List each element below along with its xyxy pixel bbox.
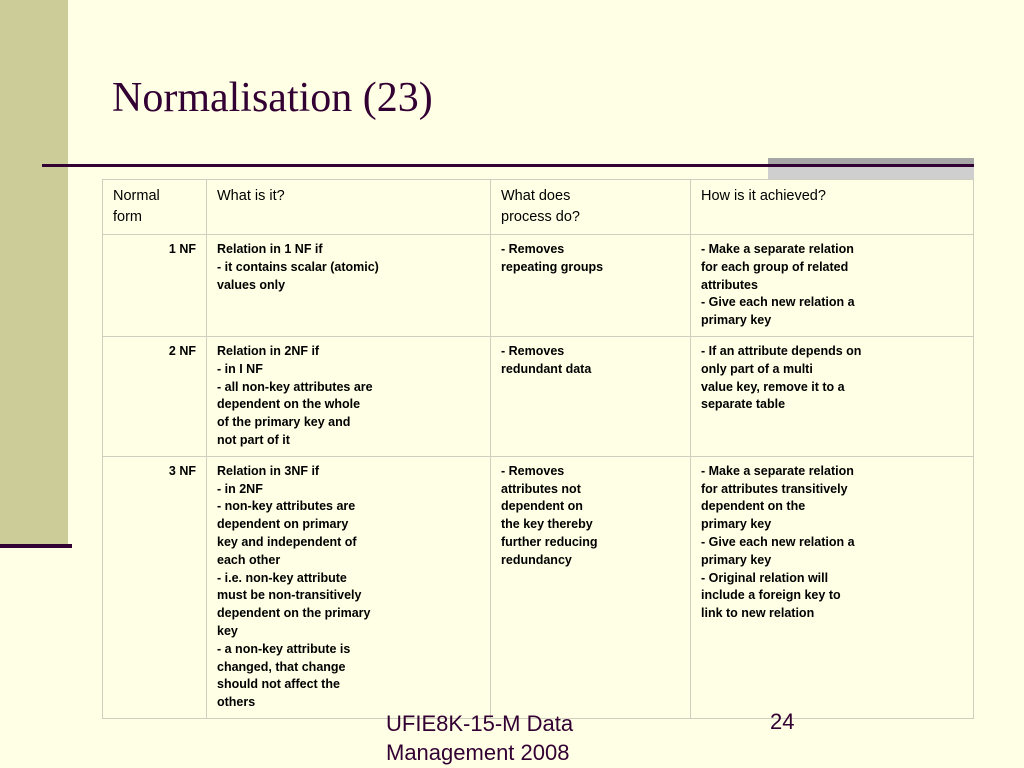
row-1nf-form: 1 NF: [103, 235, 207, 337]
normal-forms-table: [102, 179, 974, 719]
left-decorative-band: [0, 0, 68, 548]
row-3nf-form: 3 NF: [103, 456, 207, 718]
title-rule-shadow: [768, 167, 974, 179]
slide-footer: UFIE8K-15-M Data Management 2008: [386, 711, 574, 765]
slide-title: Normalisation (23): [112, 75, 433, 121]
title-rule: [42, 164, 974, 167]
header-what-does-process-do: What does process do?: [491, 180, 691, 235]
header-normal-form: Normal form: [103, 180, 207, 235]
table-row: [103, 336, 974, 456]
row-2nf-does: - Removes redundant data: [491, 336, 691, 456]
left-band-divider: [0, 544, 72, 548]
row-2nf-how: - If an attribute depends on only part of a multi value key, remove it to a separate table: [691, 336, 974, 456]
page-number: 24: [770, 709, 795, 734]
row-2nf-form: 2 NF: [103, 336, 207, 456]
row-2nf-what: Relation in 2NF if - in I NF - all non-key attributes are dependent on the whole of the primary key and not part of it: [207, 336, 491, 456]
row-1nf-what: Relation in 1 NF if - it contains scalar (atomic) values only: [207, 235, 491, 337]
header-what-is-it: What is it?: [207, 180, 491, 235]
row-3nf-does: - Removes attributes not dependent on the key thereby further reducing redundancy: [491, 456, 691, 718]
table-row: [103, 456, 974, 718]
row-3nf-how: - Make a separate relation for attributes transitively dependent on the primary key - Give each new relation a primary key - Original relation will include a foreign key to link to new relation: [691, 456, 974, 718]
table-header-row: [103, 180, 974, 235]
row-1nf-does: - Removes repeating groups: [491, 235, 691, 337]
table-row: [103, 235, 974, 337]
row-1nf-how: - Make a separate relation for each group of related attributes - Give each new relation a primary key: [691, 235, 974, 337]
header-how-achieved: How is it achieved?: [691, 180, 974, 235]
row-3nf-what: Relation in 3NF if - in 2NF - non-key attributes are dependent on primary key and independent of each other - i.e. non-key attribute must be non-transitively dependent on the primary key - a non-key attribute is changed, that change should not affect the others: [207, 456, 491, 718]
